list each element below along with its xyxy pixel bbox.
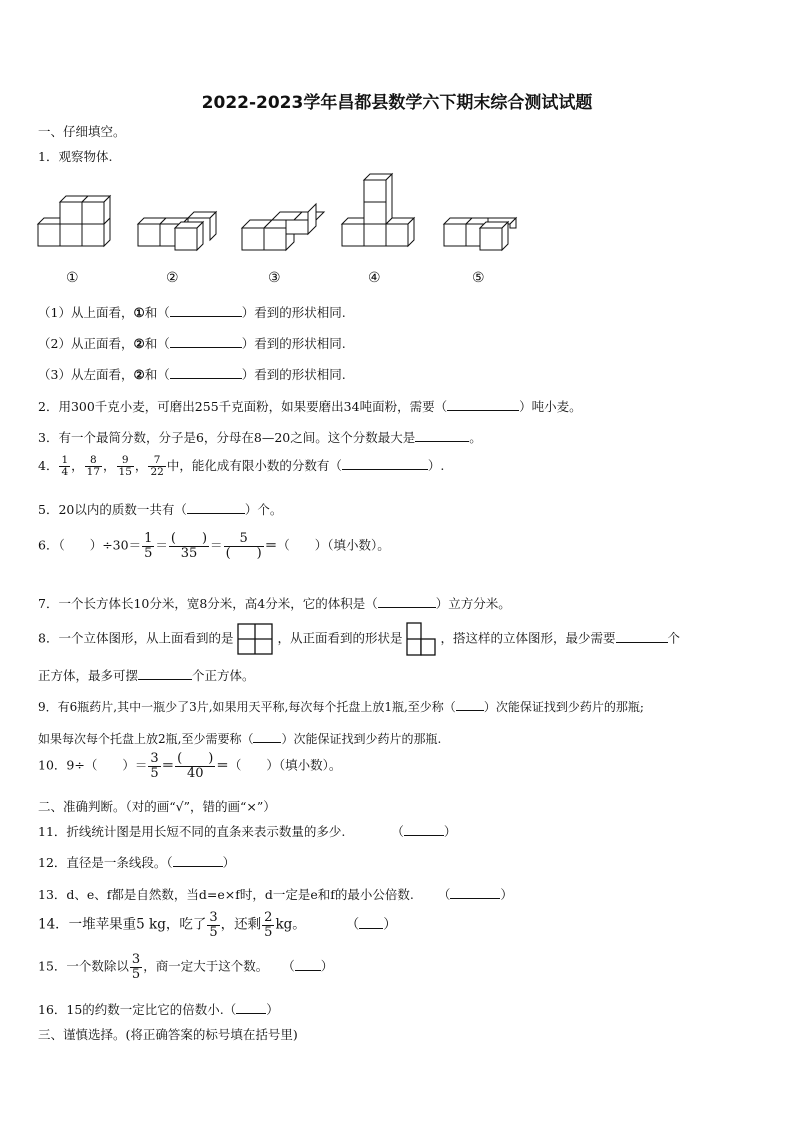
fraction: $\frac{5}{( )}$	[225, 531, 262, 561]
answer-blank[interactable]	[342, 457, 428, 470]
fraction: $\frac{7}{22}$	[150, 454, 164, 479]
question-6: 6．（ ）÷30＝ $\frac{1}{5}$ ＝ $\frac{( )}{35}$ ＝ $\frac{5}{( )}$ ＝（ ）（填小数）。	[38, 531, 390, 561]
question-12: 12．直径是一条线段。（ ）	[38, 855, 236, 870]
q1-figures	[30, 172, 530, 262]
fig-label-5: ⑤	[472, 270, 485, 286]
answer-blank[interactable]	[415, 429, 469, 442]
cube-figure-4	[342, 174, 414, 246]
fraction: $\frac{( )}{35}$	[170, 531, 208, 561]
page-title: 2022-2023学年昌都县数学六下期末综合测试试题	[201, 93, 593, 113]
fraction: $\frac{2}{5}$	[264, 910, 273, 940]
question-3: 3．有一个最简分数，分子是6，分母在8—20之间。这个分数最大是 。	[38, 430, 482, 445]
question-8-line2: 正方体，最多可摆 个正方体。	[38, 668, 255, 683]
fraction: $\frac{3}{5}$	[150, 751, 159, 781]
question-10: 10．9÷（ ）＝ $\frac{3}{5}$ ＝ $\frac{( )}{40}$ ＝（ ）（填小数）。	[38, 751, 342, 781]
cube-figure-2	[138, 212, 216, 250]
question-13: 13．d、e、f都是自然数，当d=e×f时，d一定是e和f的最小公倍数. （ ）	[38, 887, 513, 902]
fraction: $\frac{( )}{40}$	[177, 751, 214, 781]
q1-stem: 1．观察物体.	[38, 149, 113, 164]
answer-blank[interactable]	[359, 916, 383, 929]
fraction: $\frac{8}{17}$	[86, 454, 101, 479]
answer-blank[interactable]	[170, 366, 242, 379]
front-view-grid	[406, 622, 436, 656]
fig-label-4: ④	[368, 270, 381, 286]
q1-part-2: （2）从正面看，②和（ ）看到的形状相同.	[38, 336, 346, 351]
question-9-line2: 如果每次每个托盘上放2瓶,至少需要称（ ）次能保证找到少药片的那瓶.	[38, 732, 442, 746]
fraction: $\frac{3}{5}$	[209, 910, 218, 940]
answer-blank[interactable]	[616, 630, 668, 643]
fraction: $\frac{9}{15}$	[118, 454, 132, 479]
answer-blank[interactable]	[138, 667, 192, 680]
q1-part-1: （1）从上面看，①和（ ）看到的形状相同.	[38, 305, 346, 320]
answer-blank[interactable]	[170, 304, 242, 317]
answer-blank[interactable]	[236, 1001, 266, 1014]
fig-label-3: ③	[268, 270, 281, 286]
section3-heading: 三、谨慎选择。(将正确答案的标号填在括号里)	[38, 1027, 298, 1042]
question-9-line1: 9．有6瓶药片,其中一瓶少了3片,如果用天平称,每次每个托盘上放1瓶,至少称（ ）次能保证找到少药片的那瓶;	[38, 700, 644, 714]
question-14: 14．一堆苹果重5 kg，吃了 $\frac{3}{5}$ ，还剩 $\frac{2}{5}$ kg。 （ ）	[38, 910, 397, 940]
fig-label-2: ②	[166, 270, 179, 286]
answer-blank[interactable]	[170, 335, 242, 348]
question-15: 15．一个数除以 $\frac{3}{5}$ ，商一定大于这个数。 （ ）	[38, 952, 334, 982]
question-2: 2．用300千克小麦，可磨出255千克面粉，如果要磨出34吨面粉，需要（ ）吨小麦。	[38, 399, 582, 414]
answer-blank[interactable]	[173, 854, 223, 867]
cube-figure-5	[444, 218, 516, 250]
answer-blank[interactable]	[378, 595, 436, 608]
answer-blank[interactable]	[447, 398, 519, 411]
section2-heading: 二、准确判断。（对的画“√”，错的画“×”）	[38, 799, 276, 814]
question-8-line1: 8．一个立体图形，从上面看到的是 ，从正面看到的形状是 ，搭这样的立体图形，最少需要 个	[38, 622, 680, 656]
answer-blank[interactable]	[253, 730, 281, 743]
fraction: $\frac{1}{4}$	[61, 454, 69, 479]
top-view-grid	[237, 623, 273, 655]
answer-blank[interactable]	[450, 886, 500, 899]
question-16: 16．15的约数一定比它的倍数小.（ ）	[38, 1002, 279, 1017]
question-4: 4． $\frac{1}{4}$ ， $\frac{8}{17}$ ， $\frac{9}{15}$ ， $\frac{7}{22}$ 中，能化成有限小数的分数有（ ）.	[38, 454, 445, 479]
answer-blank[interactable]	[187, 501, 245, 514]
section1-heading: 一、仔细填空。	[38, 124, 126, 139]
q1-part-3: （3）从左面看，②和（ ）看到的形状相同.	[38, 367, 346, 382]
fraction: $\frac{3}{5}$	[131, 952, 141, 982]
cube-figure-3	[242, 204, 324, 250]
answer-blank[interactable]	[456, 698, 484, 711]
cube-figure-1	[38, 196, 110, 246]
question-11: 11．折线统计图是用长短不同的直条来表示数量的多少. （ ）	[38, 824, 457, 839]
fraction: $\frac{1}{5}$	[144, 531, 153, 561]
answer-blank[interactable]	[295, 958, 321, 971]
question-5: 5．20以内的质数一共有（ ）个。	[38, 502, 283, 517]
fig-label-1: ①	[66, 270, 79, 286]
question-7: 7．一个长方体长10分米，宽8分米，高4分米，它的体积是（ ）立方分米。	[38, 596, 511, 611]
answer-blank[interactable]	[404, 823, 444, 836]
